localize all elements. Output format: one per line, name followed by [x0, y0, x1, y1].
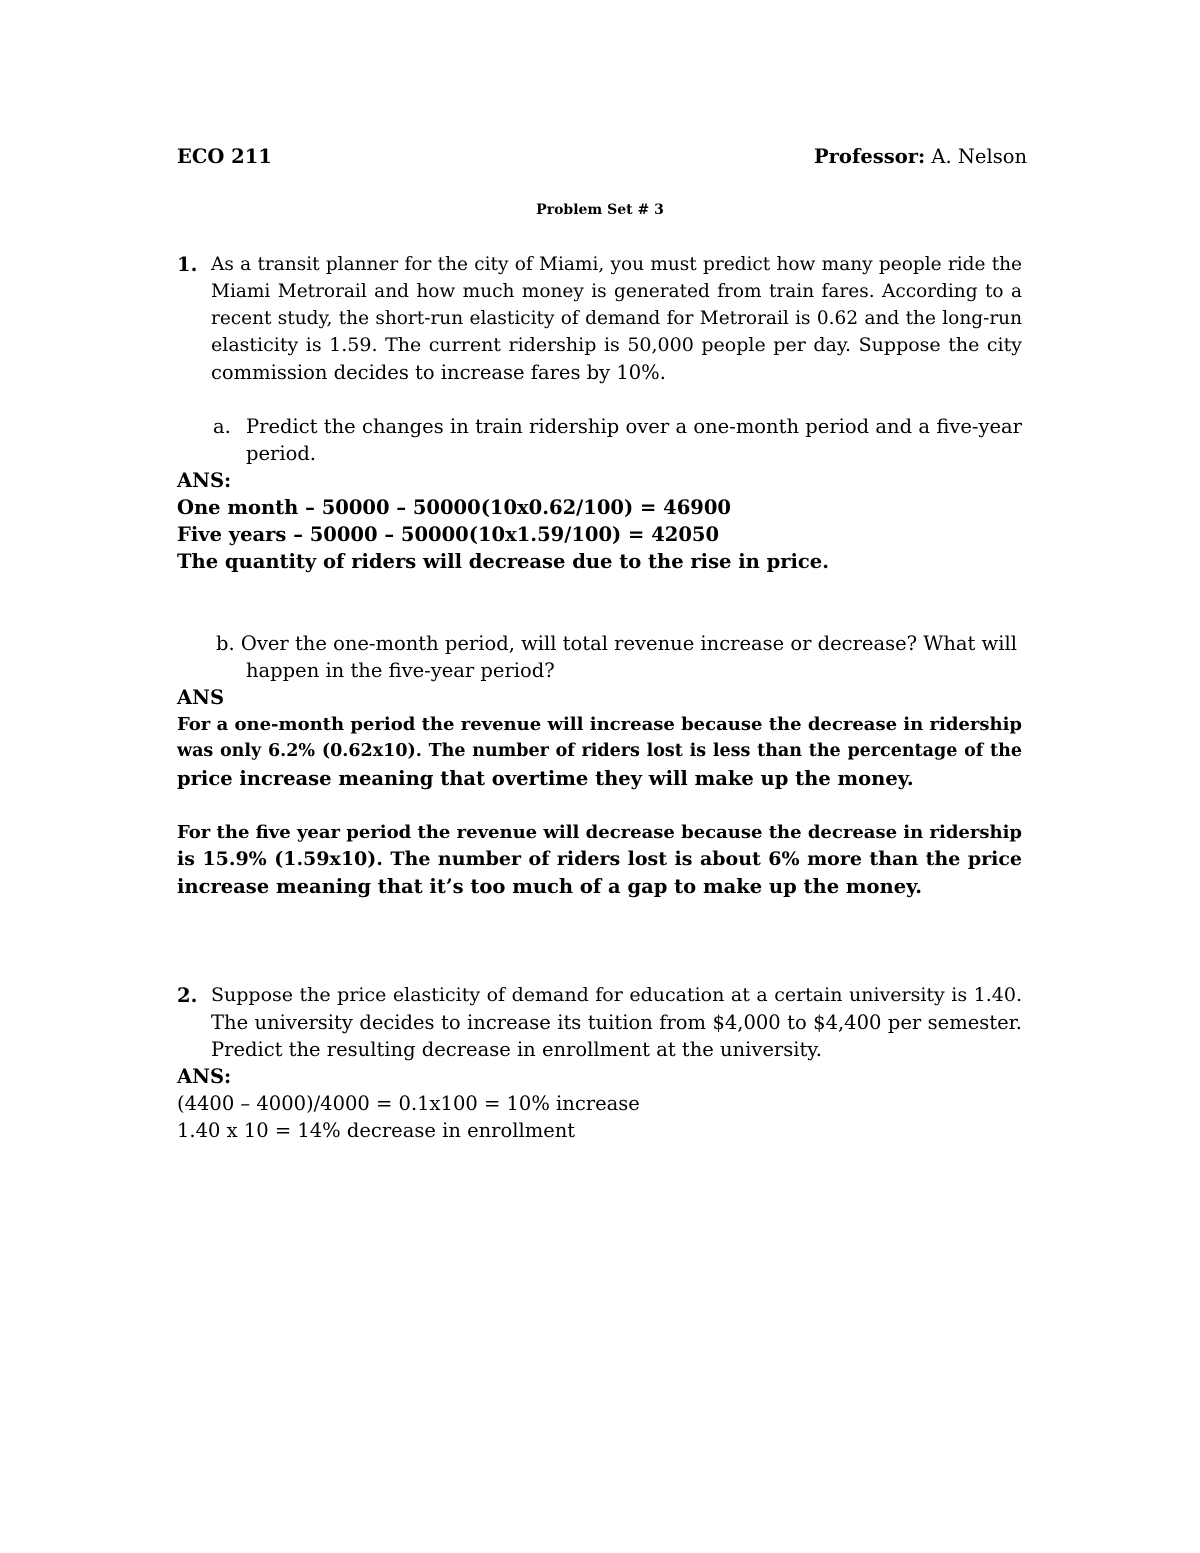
- answer-paragraph-1-line: price increase meaning that overtime they will make up the money.: [177, 767, 914, 790]
- question-2-line: Predict the resulting decrease in enrollment at the university.: [211, 1038, 822, 1061]
- question-1-number: 1.: [177, 253, 198, 276]
- answer-line: The quantity of riders will decrease due to the rise in price.: [177, 550, 830, 573]
- question-2-line: The university decides to increase its tuition from $4,000 to $4,400 per semester.: [211, 1011, 1022, 1034]
- answer-paragraph-2-line: is 15.9% (1.59x10). The number of riders lost is about 6% more than the price: [177, 848, 1022, 870]
- question-2-number: 2.: [177, 984, 198, 1007]
- answer-line: Five years – 50000 – 50000(10x1.59/100) = 42050: [177, 523, 720, 546]
- professor-line: [814, 143, 1028, 170]
- answer-line: (4400 – 4000)/4000 = 0.1x100 = 10% increase: [177, 1092, 640, 1115]
- question-1-line: recent study, the short-run elasticity of demand for Metrorail is 0.62 and the long-run: [211, 308, 1022, 329]
- answer-line: One month – 50000 – 50000(10x0.62/100) = 46900: [177, 496, 731, 519]
- professor-name: A. Nelson: [931, 145, 1028, 168]
- page-title: Problem Set # 3: [536, 202, 664, 218]
- course-code: ECO 211: [177, 145, 272, 168]
- question-1-line: As a transit planner for the city of Miami, you must predict how many people ride the: [211, 254, 1022, 275]
- question-2-line: Suppose the price elasticity of demand for education at a certain university is 1.40.: [211, 984, 1022, 1006]
- answer-label: ANS:: [177, 1065, 232, 1088]
- answer-paragraph-2-line: increase meaning that it’s too much of a gap to make up the money.: [177, 875, 923, 898]
- question-1-line: Miami Metrorail and how much money is generated from train fares. According to a: [211, 281, 1022, 302]
- part-b-line: b. Over the one-month period, will total revenue increase or decrease? What will: [216, 632, 1017, 655]
- answer-paragraph-1-line: For a one-month period the revenue will increase because the decrease in ridership: [177, 714, 1022, 735]
- question-1-line: commission decides to increase fares by 10%.: [211, 361, 666, 384]
- part-a-line: period.: [246, 442, 317, 465]
- part-a-line: Predict the changes in train ridership over a one-month period and a five-year: [246, 415, 1022, 438]
- answer-paragraph-1-line: was only 6.2% (0.62x10). The number of riders lost is less than the percentage of the: [177, 741, 1022, 761]
- answer-paragraph-2-line: For the five year period the revenue will decrease because the decrease in ridership: [177, 822, 1022, 843]
- professor-label: Professor:: [814, 145, 926, 168]
- answer-label: ANS: [177, 686, 225, 709]
- answer-label: ANS:: [177, 469, 232, 492]
- question-1-line: elasticity is 1.59. The current ridership is 50,000 people per day. Suppose the city: [211, 334, 1022, 356]
- part-b-line: happen in the five-year period?: [246, 659, 555, 682]
- answer-line: 1.40 x 10 = 14% decrease in enrollment: [177, 1119, 576, 1142]
- part-a-label: a.: [213, 415, 231, 438]
